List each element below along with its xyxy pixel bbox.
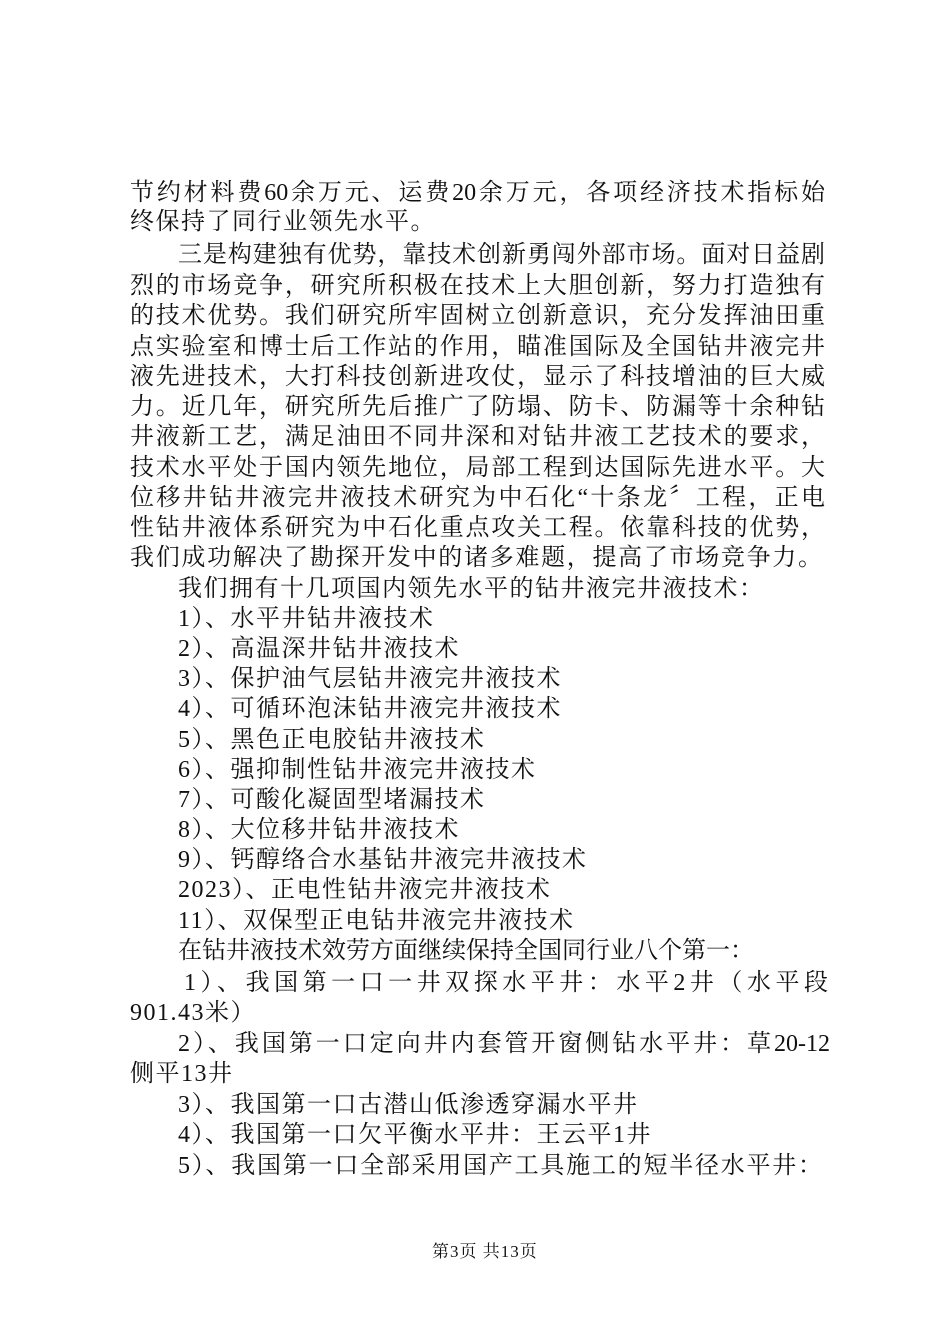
text-line: 2）、我国第一口定向井内套管开窗侧钻水平井：草20-12 (178, 1031, 830, 1057)
text-line: 三是构建独有优势，靠技术创新勇闯外部市场。面对日益剧 (178, 242, 825, 268)
text-line: 井液新工艺，满足油田不同井深和对钻井液工艺技术的要求， (130, 424, 825, 450)
text-line: 的技术优势。我们研究所牢固树立创新意识，充分发挥油田重 (130, 303, 825, 329)
text-line: 性钻井液体系研究为中石化重点攻关工程。依靠科技的优势， (130, 515, 825, 541)
text-line: 技术水平处于国内领先地位，局部工程到达国际先进水平。大 (130, 455, 825, 481)
list-item: 1）、水平井钻井液技术 (178, 606, 435, 632)
list-intro: 我们拥有十几项国内领先水平的钻井液完井液技术： (178, 576, 765, 602)
page-number-footer: 第3页 共13页 (432, 1242, 538, 1261)
text-line: 1）、我国第一口一井双探水平井：水平2井（水平段 (184, 970, 828, 996)
text-line: 位移井钻井液完井液技术研究为中石化“十条龙〞工程，正电 (130, 485, 825, 511)
list-item: 9）、钙醇络合水基钻井液完井液技术 (178, 847, 588, 873)
text-line: 5）、我国第一口全部采用国产工具施工的短半径水平井： (178, 1153, 822, 1179)
text-line: 901.43米） (130, 1000, 256, 1026)
text-line: 4）、我国第一口欠平衡水平井：王云平1井 (178, 1122, 652, 1148)
list-item: 2023）、正电性钻井液完井液技术 (178, 877, 552, 903)
text-line: 3）、我国第一口古潜山低渗透穿漏水平井 (178, 1092, 639, 1118)
list-item: 3）、保护油气层钻井液完井液技术 (178, 666, 562, 692)
list-item: 11）、双保型正电钻井液完井液技术 (178, 908, 575, 934)
text-line: 节约材料费60余万元、运费20余万元，各项经济技术指标始 (130, 180, 825, 206)
list-item: 8）、大位移井钻井液技术 (178, 817, 460, 843)
list-item: 5）、黑色正电胶钻井液技术 (178, 727, 486, 753)
list-item: 7）、可酸化凝固型堵漏技术 (178, 787, 486, 813)
text-line: 我们成功解决了勘探开发中的诸多难题，提高了市场竞争力。 (130, 545, 822, 571)
text-line: 烈的市场竞争，研究所积极在技术上大胆创新，努力打造独有 (130, 273, 825, 299)
text-line: 力。近几年，研究所先后推广了防塌、防卡、防漏等十余种钻 (130, 394, 825, 420)
text-line: 终保持了同行业领先水平。 (130, 209, 436, 235)
list-intro: 在钻井液技术效劳方面继续保持全国同行业八个第一： (178, 938, 754, 964)
list-item: 6）、强抑制性钻井液完井液技术 (178, 757, 537, 783)
text-line: 侧平13井 (130, 1061, 234, 1087)
list-item: 2）、高温深井钻井液技术 (178, 636, 460, 662)
list-item: 4）、可循环泡沫钻井液完井液技术 (178, 696, 562, 722)
text-line: 点实验室和博士后工作站的作用，瞄准国际及全国钻井液完井 (130, 334, 825, 360)
text-line: 液先进技术，大打科技创新进攻仗，显示了科技增油的巨大威 (130, 364, 825, 390)
